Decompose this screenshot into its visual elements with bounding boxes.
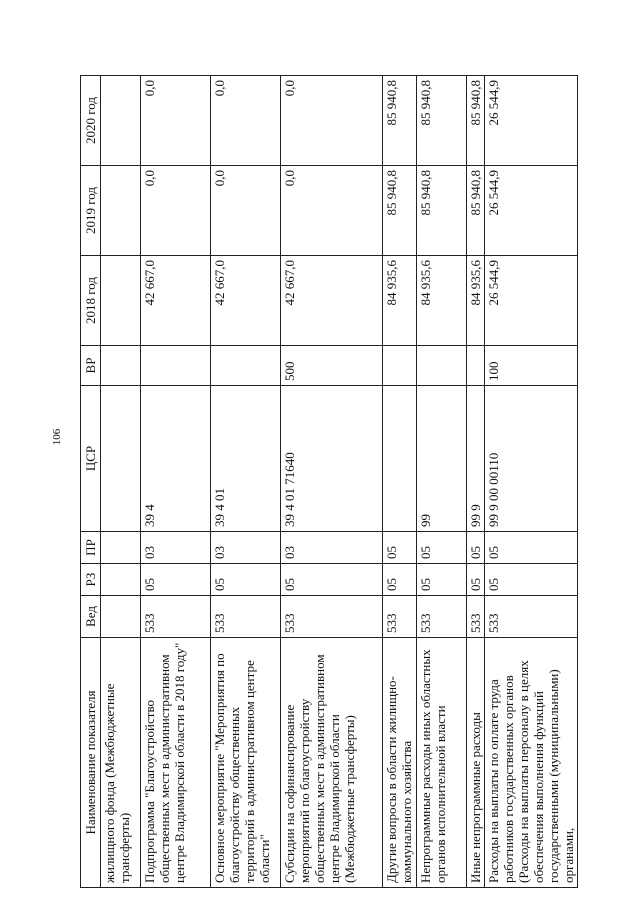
cell-rz: 05 xyxy=(485,564,578,596)
cell-2020: 26 544,9 xyxy=(485,76,578,166)
cell-name: Подпрограмма "Благоустройство общественных мест в административном центре Владимирской области в 2018 году" xyxy=(141,638,211,888)
cell-rz: 05 xyxy=(467,564,485,596)
cell-csr: 39 4 01 xyxy=(211,386,281,532)
cell-vr xyxy=(211,346,281,386)
cell-vr xyxy=(101,346,141,386)
table-row xyxy=(211,76,281,888)
cell-csr xyxy=(101,386,141,532)
cell-name: Иные непрограммные расходы xyxy=(467,638,485,888)
cell-rz: 05 xyxy=(281,564,383,596)
table-header-row xyxy=(81,76,101,888)
cell-2018: 42 667,0 xyxy=(141,256,211,346)
cell-name: жилищного фонда (Межбюджетные трансферты) xyxy=(101,638,141,888)
cell-rz xyxy=(101,564,141,596)
table-row xyxy=(101,76,141,888)
cell-csr xyxy=(383,386,417,532)
cell-vr xyxy=(417,346,467,386)
header-csr: ЦСР xyxy=(81,386,101,532)
cell-2018: 84 935,6 xyxy=(383,256,417,346)
cell-vr xyxy=(141,346,211,386)
header-name: Наименование показателя xyxy=(81,638,101,888)
header-vr: ВР xyxy=(81,346,101,386)
cell-name: Расходы на выплаты по оплате труда работников государственных органов (Расходы на выплаты персоналу в целях обеспечения выполнения функций государственными (муниципальными) органами, xyxy=(485,638,578,888)
cell-2019 xyxy=(101,166,141,256)
header-2020: 2020 год xyxy=(81,76,101,166)
cell-2019: 0,0 xyxy=(141,166,211,256)
cell-name: Другие вопросы в области жилищно-коммунального хозяйства xyxy=(383,638,417,888)
cell-2019: 0,0 xyxy=(281,166,383,256)
cell-rz: 05 xyxy=(417,564,467,596)
cell-2020: 85 940,8 xyxy=(467,76,485,166)
cell-2019: 85 940,8 xyxy=(467,166,485,256)
cell-2019: 85 940,8 xyxy=(383,166,417,256)
header-2018: 2018 год xyxy=(81,256,101,346)
cell-csr: 99 xyxy=(417,386,467,532)
cell-csr: 39 4 xyxy=(141,386,211,532)
cell-ved xyxy=(101,596,141,638)
cell-name: Субсидии на софинансирование мероприятий по благоустройству общественных мест в административном центре Владимирской области (Межбюджетные трансферты) xyxy=(281,638,383,888)
cell-2018: 42 667,0 xyxy=(281,256,383,346)
cell-pr: 05 xyxy=(467,532,485,564)
cell-pr: 05 xyxy=(417,532,467,564)
table-row xyxy=(485,76,578,888)
header-pr: ПР xyxy=(81,532,101,564)
table-row xyxy=(417,76,467,888)
budget-table-container xyxy=(80,76,576,888)
cell-csr: 99 9 00 00110 xyxy=(485,386,578,532)
cell-pr: 03 xyxy=(141,532,211,564)
cell-name: Непрограммные расходы иных областных органов исполнительной власти xyxy=(417,638,467,888)
cell-vr: 100 xyxy=(485,346,578,386)
cell-ved: 533 xyxy=(417,596,467,638)
cell-2020 xyxy=(101,76,141,166)
cell-csr: 39 4 01 71640 xyxy=(281,386,383,532)
cell-name: Основное мероприятие "Мероприятия по благоустройству общественных территорий в административном центре области" xyxy=(211,638,281,888)
header-ved: Вед xyxy=(81,596,101,638)
page-number: 106 xyxy=(51,428,63,446)
budget-table xyxy=(80,75,578,888)
cell-2020: 0,0 xyxy=(141,76,211,166)
cell-2018 xyxy=(101,256,141,346)
cell-rz: 05 xyxy=(383,564,417,596)
cell-pr: 05 xyxy=(383,532,417,564)
cell-2019: 0,0 xyxy=(211,166,281,256)
table-row xyxy=(281,76,383,888)
cell-2019: 26 544,9 xyxy=(485,166,578,256)
cell-pr: 05 xyxy=(485,532,578,564)
cell-vr xyxy=(383,346,417,386)
cell-vr xyxy=(467,346,485,386)
cell-ved: 533 xyxy=(467,596,485,638)
table-row xyxy=(383,76,417,888)
header-2019: 2019 год xyxy=(81,166,101,256)
table-row xyxy=(141,76,211,888)
cell-2019: 85 940,8 xyxy=(417,166,467,256)
cell-2020: 85 940,8 xyxy=(383,76,417,166)
cell-2020: 0,0 xyxy=(281,76,383,166)
cell-2020: 85 940,8 xyxy=(417,76,467,166)
cell-2020: 0,0 xyxy=(211,76,281,166)
cell-ved: 533 xyxy=(281,596,383,638)
cell-rz: 05 xyxy=(211,564,281,596)
cell-ved: 533 xyxy=(485,596,578,638)
cell-pr xyxy=(101,532,141,564)
cell-2018: 84 935,6 xyxy=(467,256,485,346)
cell-ved: 533 xyxy=(383,596,417,638)
table-row xyxy=(467,76,485,888)
cell-rz: 05 xyxy=(141,564,211,596)
cell-2018: 84 935,6 xyxy=(417,256,467,346)
cell-ved: 533 xyxy=(211,596,281,638)
cell-ved: 533 xyxy=(141,596,211,638)
cell-2018: 42 667,0 xyxy=(211,256,281,346)
cell-csr: 99 9 xyxy=(467,386,485,532)
cell-2018: 26 544,9 xyxy=(485,256,578,346)
cell-vr: 500 xyxy=(281,346,383,386)
header-rz: РЗ xyxy=(81,564,101,596)
cell-pr: 03 xyxy=(211,532,281,564)
cell-pr: 03 xyxy=(281,532,383,564)
